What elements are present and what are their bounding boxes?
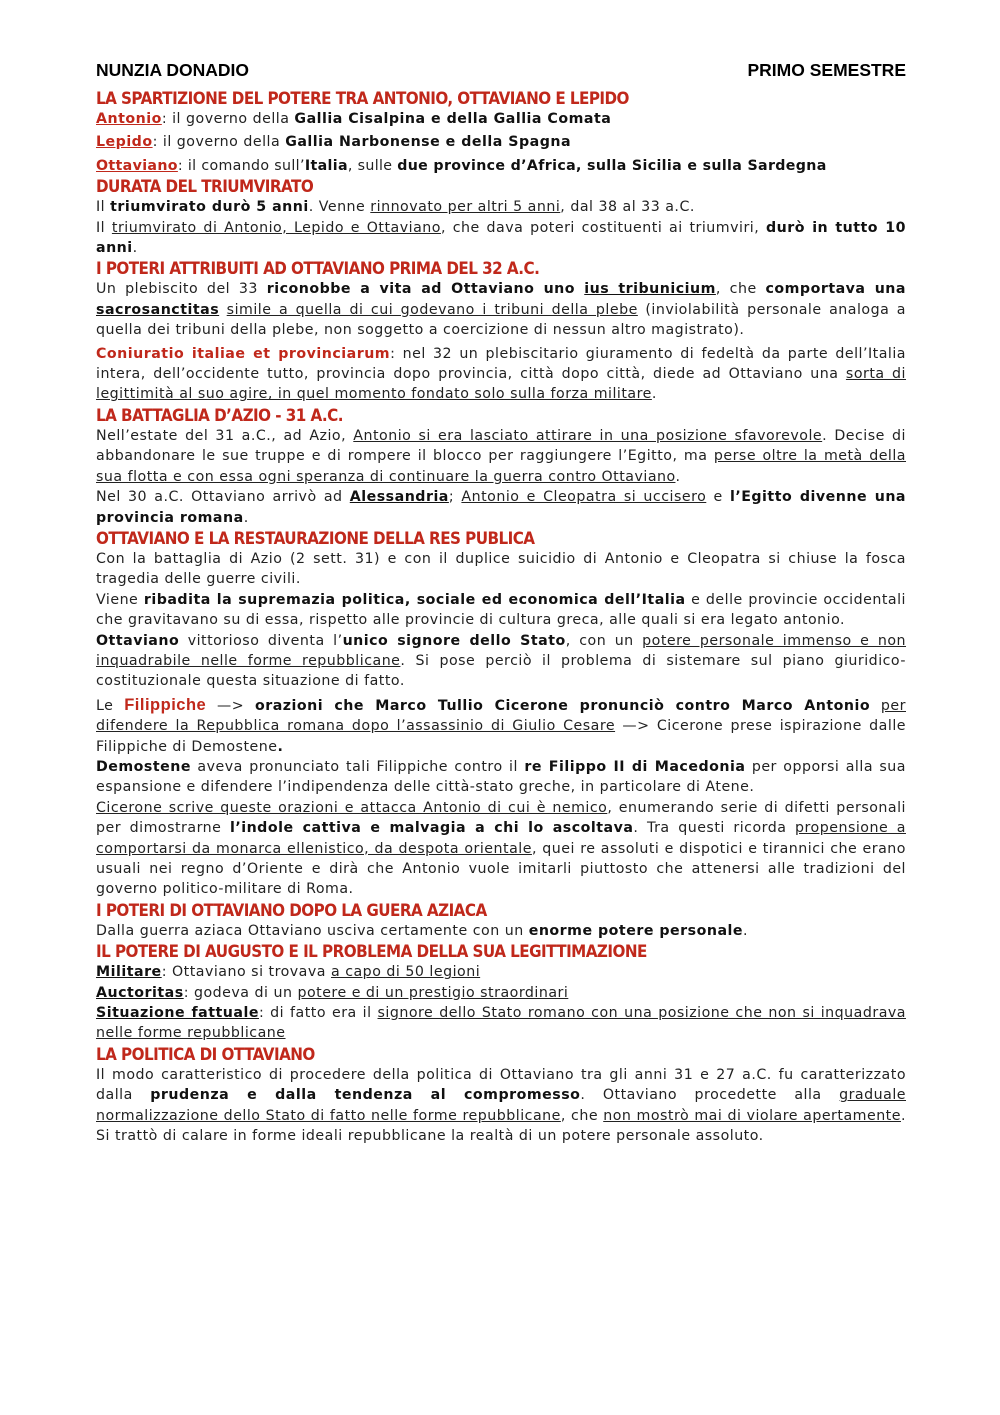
list-item-auctoritas: Auctoritas: godeva di un potere e di un prestigio straordinari <box>96 984 569 1001</box>
list-item-lepido: Lepido: il governo della Gallia Narbonense e della Spagna <box>96 134 572 151</box>
paragraph: Viene ribadita la supremazia politica, sociale ed economica dell’Italia e delle provincie occidentali che gravitavano su di essa, rispetto alle provincie di cultura greca, alle quali si era legato antonio. <box>96 591 906 629</box>
paragraph: Un plebiscito del 33 riconobbe a vita ad Ottaviano uno ius tribunicium, che comportava una sacrosanctitas simile a quella di cui godevano i tribuni della plebe (inviolabilità personale analoga a quella dei tribuni della plebe, non soggetto a coercizione di nessun altro magistrato). <box>96 281 906 339</box>
list-item-situazione: Situazione fattuale: di fatto era il signore dello Stato romano con una posizione che non si inquadrava nelle forme repubblicane <box>96 1005 906 1042</box>
paragraph: Con la battaglia di Azio (2 sett. 31) e con il duplice suicidio di Antonio e Cleopatra si chiuse la fosca tragedia delle guerre civili. <box>96 550 906 588</box>
paragraph: Dalla guerra aziaca Ottaviano usciva certamente con un enorme potere personale. <box>96 922 749 939</box>
list-item-militare: Militare: Ottaviano si trovava a capo di 50 legioni <box>96 964 481 981</box>
section-title-azio: LA BATTAGLIA D’AZIO - 31 A.C. <box>96 405 343 425</box>
section-title-res-publica: OTTAVIANO E LA RESTAURAZIONE DELLA RES PUBLICA <box>96 528 535 548</box>
section-title-guerra-aziaca: I POTERI DI OTTAVIANO DOPO LA GUERA AZIACA <box>96 900 487 920</box>
paragraph: Demostene aveva pronunciato tali Filippiche contro il re Filippo II di Macedonia per opporsi alla sua espansione e difendere l’indipendenza delle città-stato greche, in particolare di Atene. <box>96 758 906 796</box>
page-header <box>96 60 906 81</box>
paragraph: Il triumvirato di Antonio, Lepido e Ottaviano, che dava poteri costituenti ai triumviri, durò in tutto 10 anni. <box>96 219 906 257</box>
author-name: NUNZIA DONADIO <box>96 60 249 80</box>
semester-label: PRIMO SEMESTRE <box>747 60 906 80</box>
list-item-antonio: Antonio: il governo della Gallia Cisalpina e della Gallia Comata <box>96 111 612 127</box>
section-title-politica: LA POLITICA DI OTTAVIANO <box>96 1044 315 1064</box>
paragraph: Nell’estate del 31 a.C., ad Azio, Antonio si era lasciato attirare in una posizione sfavorevole. Decise di abbandonare le sue truppe e di rompere il blocco per raggiungere l’Egitto, ma perse oltre la metà della sua flotta e con essa ogni speranza di continuare la guerra contro Ottaviano. <box>96 427 907 485</box>
paragraph: Ottaviano vittorioso diventa l’unico signore dello Stato, con un potere personale immenso e non inquadrabile nelle forme repubblicane. Si pose perciò il problema di sistemare sul piano giuridico-costituzionale questa situazione di fatto. <box>96 632 907 690</box>
paragraph: Il modo caratteristico di procedere della politica di Ottaviano tra gli anni 31 e 27 a.C. fu caratterizzato dalla prudenza e dalla tendenza al compromesso. Ottaviano procedette alla graduale normalizzazione dello Stato di fatto nelle forme repubblicane, che non mostrò mai di violare apertamente. Si trattò di calare in forme ideali repubblicane la realtà di un potere personale assoluto. <box>96 1066 906 1145</box>
section-title-durata: DURATA DEL TRIUMVIRATO <box>96 177 314 197</box>
paragraph: Coniuratio italiae et provinciarum: nel 32 un plebiscitario giuramento di fedeltà da parte dell’Italia intera, dell’occidente tutto, provincia dopo provincia, città dopo città, diede ad Ottaviano una sorta di legittimità al suo agire, in quel momento fondato solo sulla forza militare. <box>96 345 907 403</box>
section-title-spartizione: LA SPARTIZIONE DEL POTERE TRA ANTONIO, OTTAVIANO E LEPIDO <box>96 89 629 108</box>
document-page <box>96 60 906 1146</box>
list-item-ottaviano: Ottaviano: il comando sull’Italia, sulle due province d’Africa, sulla Sicilia e sulla Sardegna <box>96 157 827 174</box>
section-title-legittimazione: IL POTERE DI AUGUSTO E IL PROBLEMA DELLA SUA LEGITTIMAZIONE <box>96 942 647 962</box>
paragraph: Cicerone scrive queste orazioni e attacca Antonio di cui è nemico, enumerando serie di difetti personali per dimostrarne l’indole cattiva e malvagia a chi lo ascoltava. Tra questi ricorda propensione a comportarsi da monarca ellenistico, da despota orientale, quei re assoluti e dispotici e tirannici che erano usuali nei regno d’Oriente e dirà che Antonio vuole imitarli piuttosto che attenersi alle tradizioni del governo politico-militare di Roma. <box>96 799 906 898</box>
paragraph: Le Filippiche —> orazioni che Marco Tullio Cicerone pronunciò contro Marco Antonio per difendere la Repubblica romana dopo l’assassinio di Giulio Cesare —> Cicerone prese ispirazione dalle Filippiche di Demostene. <box>96 695 906 755</box>
paragraph: Il triumvirato durò 5 anni. Venne rinnovato per altri 5 anni, dal 38 al 33 a.C. <box>96 199 695 216</box>
paragraph: Nel 30 a.C. Ottaviano arrivò ad Alessandria; Antonio e Cleopatra si uccisero e l’Egitto divenne una provincia romana. <box>96 489 907 526</box>
section-title-poteri-32: I POTERI ATTRIBUITI AD OTTAVIANO PRIMA DEL 32 A.C. <box>96 259 540 279</box>
